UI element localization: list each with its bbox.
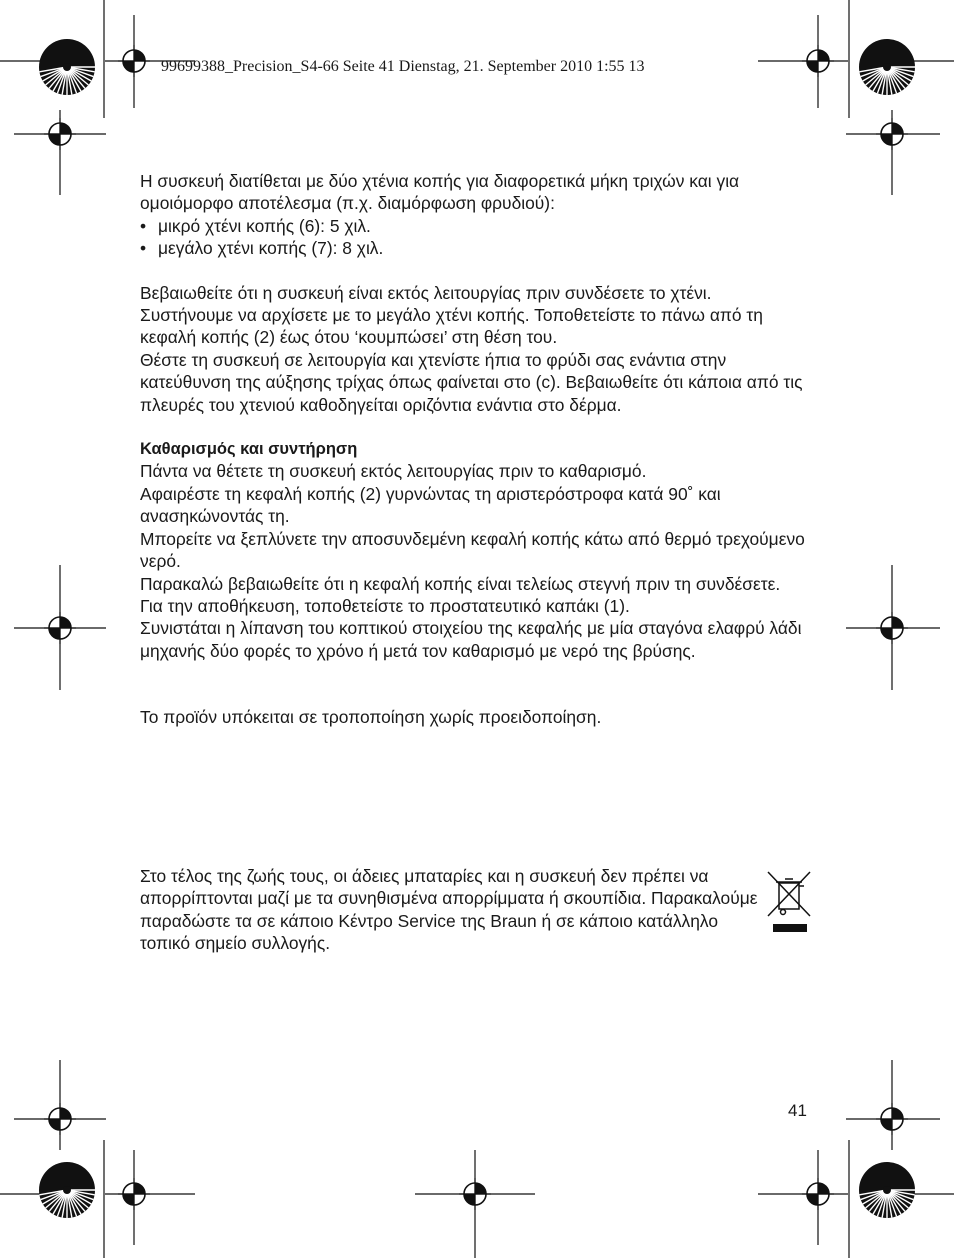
cleaning-paragraph: Για την αποθήκευση, τοποθετείστε το προστατευτικό καπάκι (1). <box>140 595 630 616</box>
crossed-out-wheelie-bin-icon <box>766 870 814 934</box>
cleaning-paragraph: Μπορείτε να ξεπλύνετε την αποσυνδεμένη κεφαλή κοπής κάτω από θερμό τρεχούμενο νερό. <box>140 528 805 572</box>
intro-paragraph: Η συσκευή διατίθεται με δύο χτένια κοπής για διαφορετικά μήκη τριχών και για ομοιόμορφο αποτέλεσμα (π.χ. διαμόρφωση φρυδιού): <box>140 171 740 214</box>
list-item: • μικρό χτένι κοπής (6): 5 χιλ. <box>140 215 371 236</box>
cleaning-paragraph: Πάντα να θέτετε τη συσκευή εκτός λειτουργίας πριν το καθαρισμό. <box>140 461 647 482</box>
usage-paragraph: Βεβαιωθείτε ότι η συσκευή είναι εκτός λειτουργίας πριν συνδέσετε το χτένι. <box>140 282 712 303</box>
print-slug-header: 99699388_Precision_S4-66 Seite 41 Dienstag, 21. September 2010 1:55 13 <box>161 58 645 75</box>
page-number: 41 <box>788 1101 807 1120</box>
cleaning-heading: Καθαρισμός και συντήρηση <box>140 440 358 459</box>
bullet-icon: • <box>140 238 147 259</box>
bullet-icon: • <box>140 215 147 236</box>
usage-paragraph: Συστήνουμε να αρχίσετε με το μεγάλο χτένι κοπής. Τοποθετείστε το πάνω από τη κεφαλή κοπής (2) έως ότου ‘κουμπώσει’ στη θέση του. <box>140 305 763 348</box>
change-notice: Το προϊόν υπόκειται σε τροποποίηση χωρίς προειδοποίηση. <box>140 707 602 728</box>
usage-paragraph: Θέστε τη συσκευή σε λειτουργία και χτενίστε ήπια το φρύδι σας ενάντια στην κατεύθυνση της αύξησης τρίχας όπως φαίνεται στο (c). Βεβαιωθείτε ότι κάποια από τις πλευρές του χτενιού καθοδηγείται οριζόντια ενάντια στο δέρμα. <box>140 349 803 415</box>
manual-body <box>140 170 820 729</box>
disposal-paragraph: Στο τέλος της ζωής τους, οι άδειες μπαταρίες και η συσκευή δεν πρέπει να απορρίπτονται μαζί με τα συνηθισμένα απορρίμματα ή σκουπίδια. Παρακαλούμε παραδώστε τα σε κάποιο Κέντρο Service της Braun ή σε κάποιο κατάλληλο τοπικό σημείο συλλογής. <box>140 866 758 954</box>
list-item: • μεγάλο χτένι κοπής (7): 8 χιλ. <box>140 238 384 259</box>
cleaning-paragraph: Παρακαλώ βεβαιωθείτε ότι η κεφαλή κοπής είναι τελείως στεγνή πριν τη συνδέσετε. <box>140 573 781 594</box>
cleaning-paragraph: Συνιστάται η λίπανση του κοπτικού στοιχείου της κεφαλής με μία σταγόνα ελαφρύ λάδι μηχανής δύο φορές το χρόνο ή μετά τον καθαρισμό με νερό της βρύσης. <box>140 618 802 661</box>
comb-list <box>140 215 820 260</box>
cleaning-paragraph: Αφαιρέστε τη κεφαλή κοπής (2) γυρνώντας τη αριστερόστροφα κατά 90˚ και ανασηκώνοντάς τη. <box>140 483 721 527</box>
